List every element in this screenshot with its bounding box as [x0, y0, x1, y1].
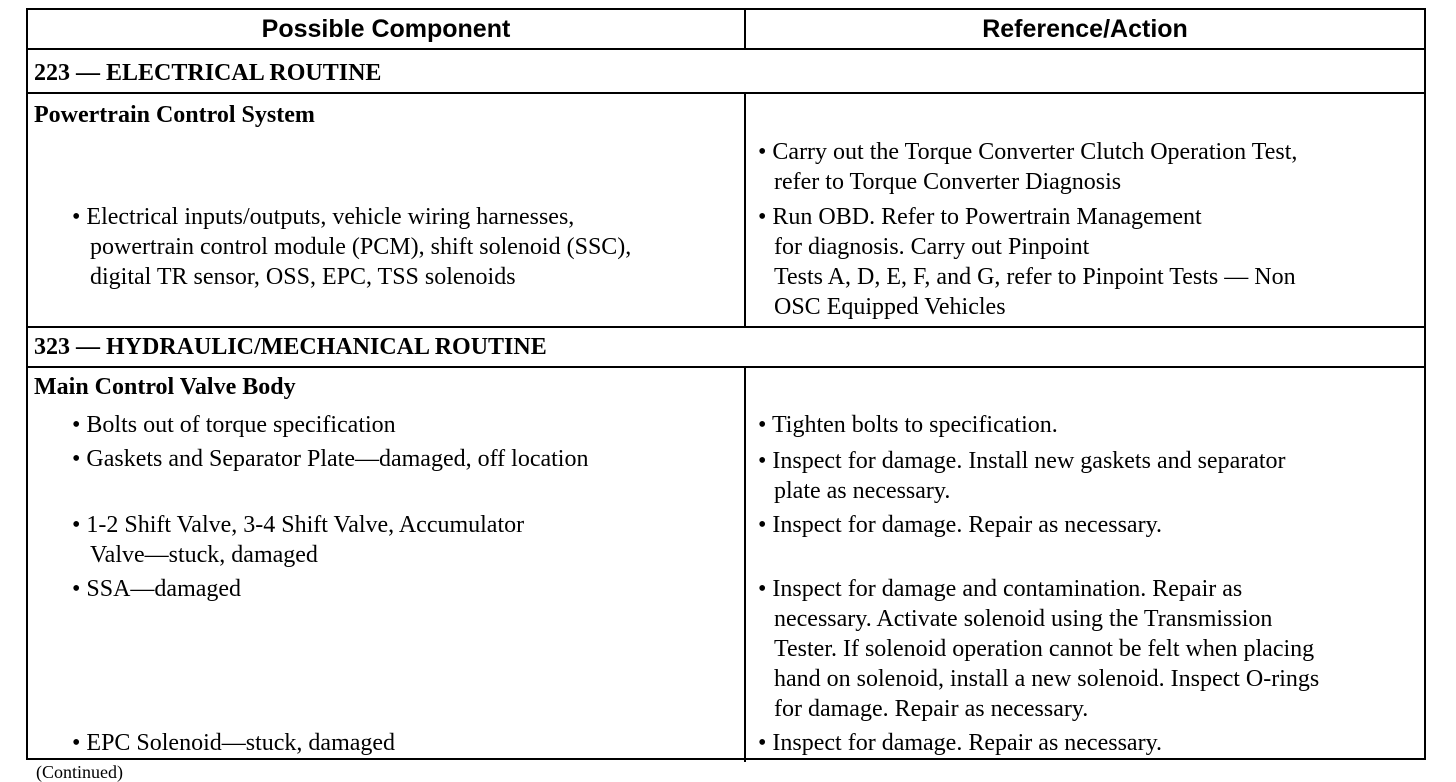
section1-title-rule: [28, 92, 1424, 94]
s2-left-line: • 1-2 Shift Valve, 3-4 Shift Valve, Accumulator: [72, 512, 525, 538]
s2-left-line: Valve—stuck, damaged: [90, 542, 318, 568]
s2-left-line: • SSA—damaged: [72, 576, 242, 602]
header-reference-action: Reference/Action: [982, 15, 1188, 43]
s1-right-line: refer to Torque Converter Diagnosis: [774, 169, 1122, 195]
s1-left-line: powertrain control module (PCM), shift solenoid (SSC),: [90, 234, 632, 260]
s2-right-line: • Inspect for damage. Repair as necessary.: [758, 730, 1163, 756]
header-possible-component: Possible Component: [261, 15, 511, 43]
s2-right-line: hand on solenoid, install a new solenoid. Inspect O-rings: [774, 666, 1320, 692]
diagnosis-table: [26, 8, 1426, 760]
s1-right-line: for diagnosis. Carry out Pinpoint: [774, 234, 1090, 260]
s2-left-line: • Bolts out of torque specification: [72, 412, 396, 438]
section1-column-divider: [744, 92, 746, 326]
s2-right-line: plate as necessary.: [774, 478, 951, 504]
group-powertrain-control-system: Powertrain Control System: [34, 102, 315, 128]
s2-right-line: for damage. Repair as necessary.: [774, 696, 1089, 722]
group-main-control-valve-body: Main Control Valve Body: [34, 374, 296, 400]
s2-right-line: necessary. Activate solenoid using the Transmission: [774, 606, 1273, 632]
section2-title-rule: [28, 366, 1424, 368]
continued-note: (Continued): [36, 762, 123, 782]
section-title-hydraulic-mechanical: 323 — HYDRAULIC/MECHANICAL ROUTINE: [34, 334, 547, 360]
s1-left-line: digital TR sensor, OSS, EPC, TSS solenoids: [90, 264, 516, 290]
s2-left-line: • Gaskets and Separator Plate—damaged, off location: [72, 446, 589, 472]
s1-left-line: • Electrical inputs/outputs, vehicle wiring harnesses,: [72, 204, 575, 230]
section1-end-rule: [28, 326, 1424, 328]
s2-right-line: • Inspect for damage. Install new gaskets and separator: [758, 448, 1286, 474]
s1-right-line: Tests A, D, E, F, and G, refer to Pinpoint Tests — Non: [774, 264, 1296, 290]
s2-right-line: • Tighten bolts to specification.: [758, 412, 1058, 438]
section2-column-divider: [744, 366, 746, 762]
s2-right-line: Tester. If solenoid operation cannot be felt when placing: [774, 636, 1315, 662]
s2-right-line: • Inspect for damage and contamination. Repair as: [758, 576, 1243, 602]
s2-left-line: • EPC Solenoid—stuck, damaged: [72, 730, 396, 756]
s2-right-line: • Inspect for damage. Repair as necessary.: [758, 512, 1163, 538]
s1-right-line: • Run OBD. Refer to Powertrain Management: [758, 204, 1202, 230]
s1-right-line: OSC Equipped Vehicles: [774, 294, 1006, 320]
section-title-electrical: 223 — ELECTRICAL ROUTINE: [34, 60, 382, 86]
s1-right-line: • Carry out the Torque Converter Clutch Operation Test,: [758, 139, 1298, 165]
